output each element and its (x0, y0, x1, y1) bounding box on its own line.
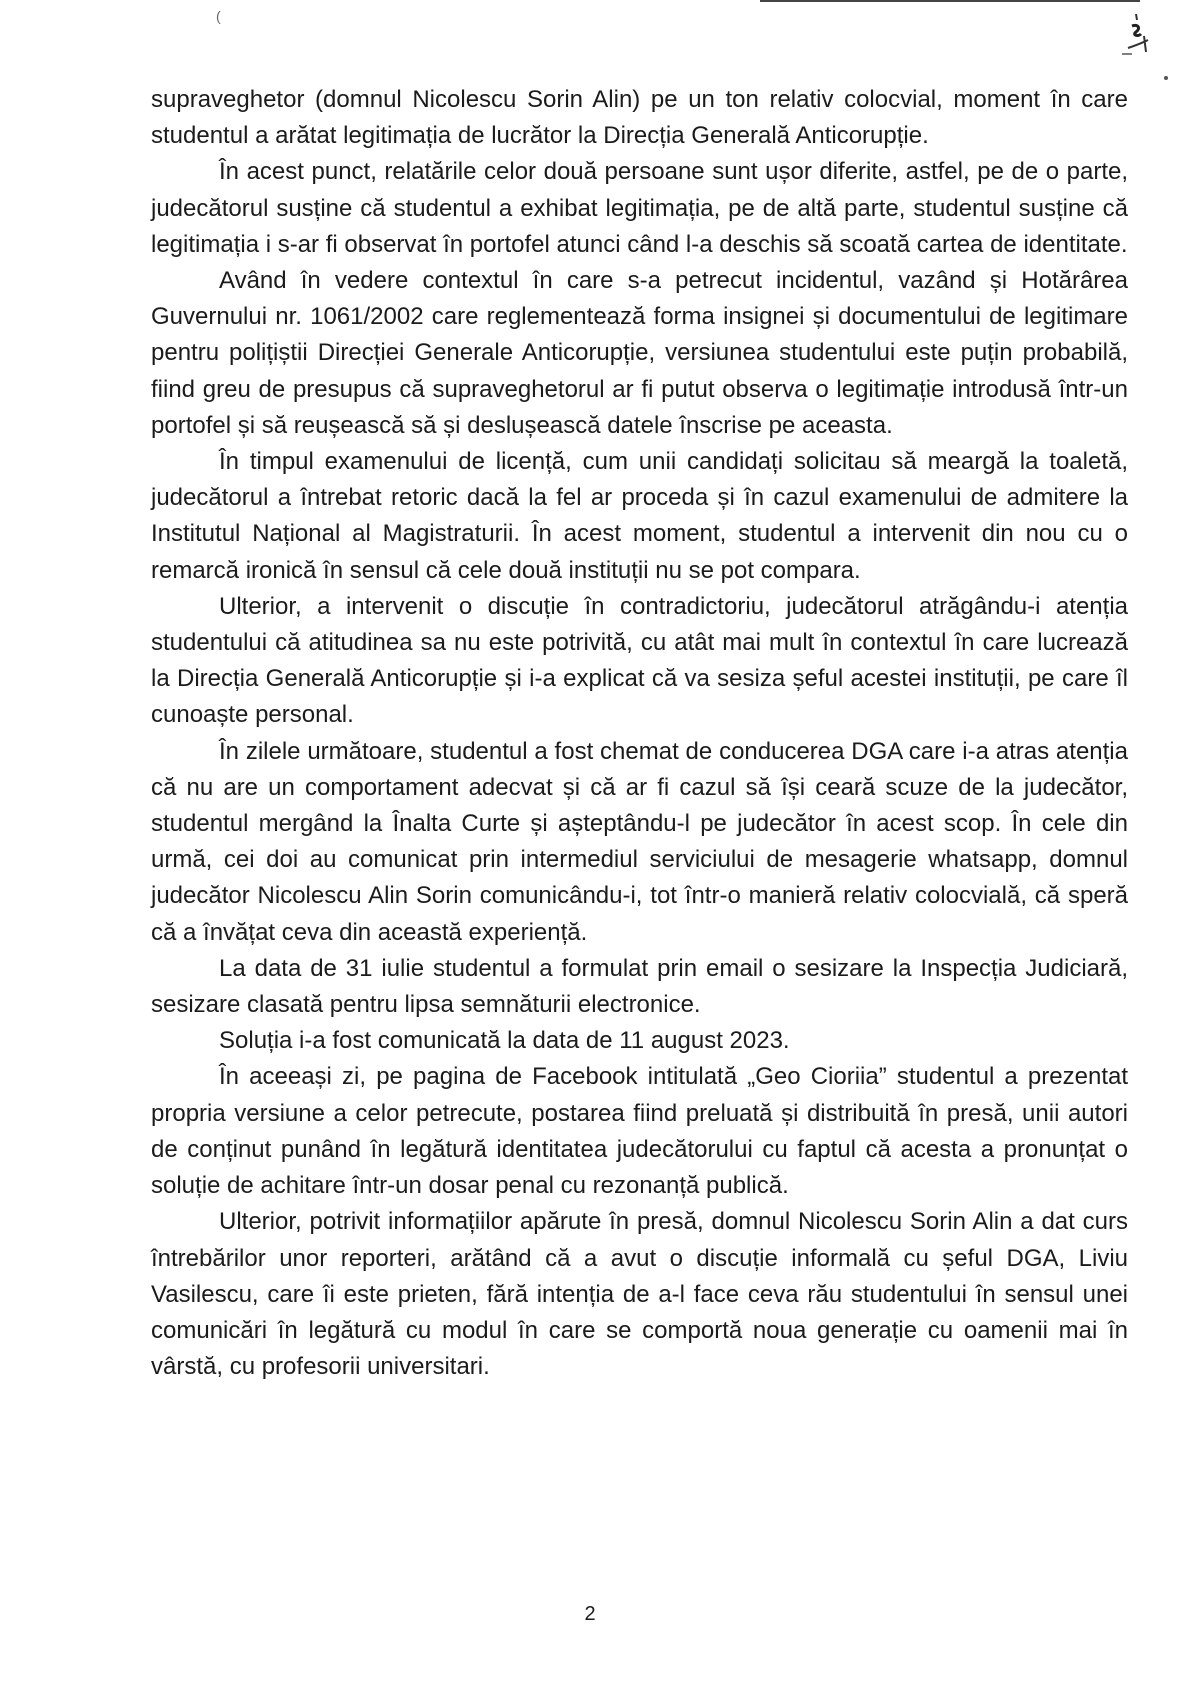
page-number: 2 (584, 1603, 596, 1625)
scan-dot (1164, 76, 1168, 80)
scan-mark: ( (216, 8, 221, 24)
body-text (151, 82, 1128, 1385)
paragraph-5: Ulterior, a intervenit o discuție în contradictoriu, judecătorul atrăgându-i atenția studentului că atitudinea sa nu este potrivită, cu atât mai mult în contextul în care lucrează la Direcția Generală Anticorupție și i-a explicat că va sesiza șeful acestei instituții, pe care îl cunoaște personal. (151, 592, 1128, 729)
scan-top-rule (760, 0, 1140, 2)
paragraph-7: La data de 31 iulie studentul a formulat prin email o sesizare la Inspecția Judiciară, sesizare clasată pentru lipsa semnăturii electronice. (151, 954, 1128, 1019)
paragraph-2: În acest punct, relatările celor două persoane sunt ușor diferite, astfel, pe de o parte, judecătorul susține că studentul a exhibat legitimația, pe de altă parte, studentul susține că legitimația i s-ar fi observat în portofel atunci când l-a deschis să scoată cartea de identitate. (151, 158, 1128, 258)
paragraph-4: În timpul examenului de licență, cum unii candidați solicitau să meargă la toaletă, judecătorul a întrebat retoric dacă la fel ar proceda și în cazul examenului de admitere la Institutul Național al Magistraturii. În acest moment, studentul a intervenit din nou cu o remarcă ironică în sensul că cele două instituții nu se pot compara. (151, 448, 1128, 584)
paragraph-8: Soluția i-a fost comunicată la data de 11 august 2023. (219, 1027, 790, 1055)
paragraph-1: supraveghetor (domnul Nicolescu Sorin Alin) pe un ton relativ colocvial, moment în care studentul a arătat legitimația de lucrător la Direcția Generală Anticorupție. (151, 86, 1128, 150)
paragraph-3: Având în vedere contextul în care s-a petrecut incidentul, vazând și Hotărârea Guvernului nr. 1061/2002 care reglementează forma insignei și documentului de legitimare pentru polițiștii Direcției Generale Anticorupție, versiunea studentului este puțin probabilă, fiind greu de presupus că supraveghetorul ar fi putut observa o legitimație introdusă într-un portofel și să reușească să și deslușească datele înscrise pe aceasta. (151, 267, 1128, 439)
paragraph-10: Ulterior, potrivit informațiilor apărute în presă, domnul Nicolescu Sorin Alin a dat curs întrebărilor unor reporteri, arătând că a avut o discuție informală cu șeful DGA, Liviu Vasilescu, care îi este prieten, fără intenția de a-l face ceva rău studentului în sensul unei comunicări în legătură cu modul în care se comportă noua generație cu oamenii mai în vârstă, cu profesorii universitari. (151, 1208, 1128, 1381)
paragraph-6: În zilele următoare, studentul a fost chemat de conducerea DGA care i-a atras atenția că nu are un comportament adecvat și că ar fi cazul să își ceară scuze de la judecător, studentul mergând la Înalta Curte și așteptându-l pe judecător în acest scop. În cele din urmă, cei doi au comunicat prin intermediul serviciului de mesagerie whatsapp, domnul judecător Nicolescu Alin Sorin comunicându-i, tot într-o manieră relativ colocvială, că speră că a învățat ceva din această experiență. (151, 737, 1128, 946)
handwritten-scribble-icon (1108, 10, 1158, 70)
paragraph-9: În aceeași zi, pe pagina de Facebook intitulată „Geo Cioriia” studentul a prezentat propria versiune a celor petrecute, postarea fiind preluată și distribuită în presă, unii autori de conținut punând în legătură identitatea judecătorului cu faptul că acesta a pronunțat o soluție de achitare într-un dosar penal cu rezonanță publică. (151, 1063, 1128, 1200)
